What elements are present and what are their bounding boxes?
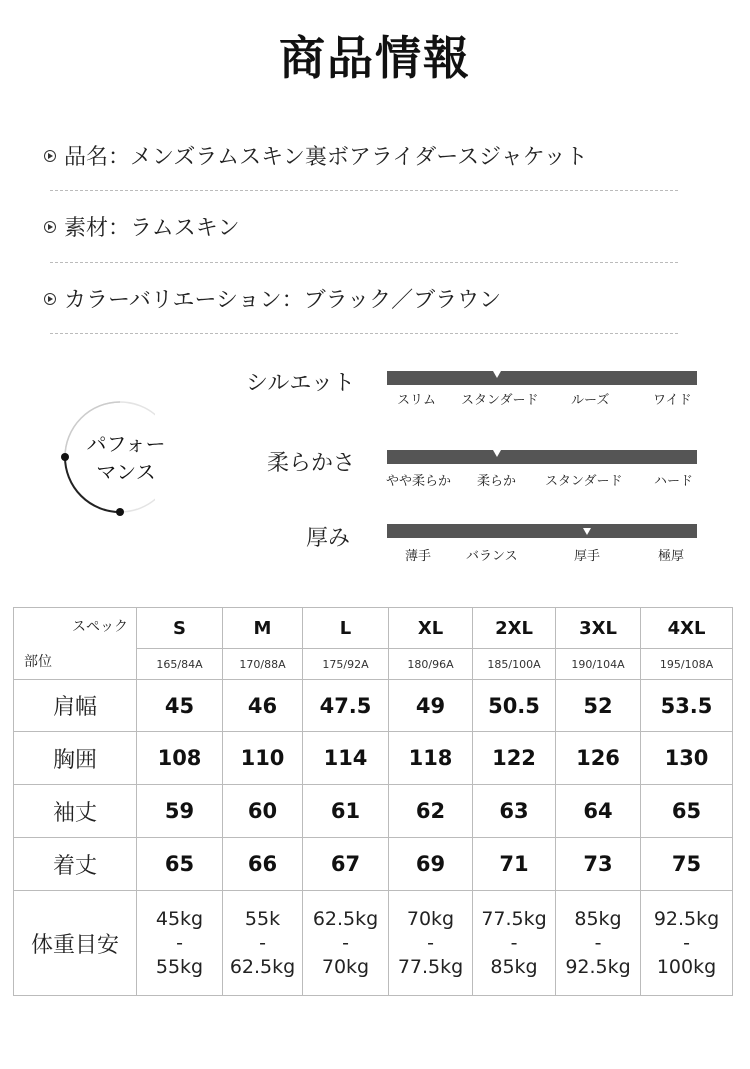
cell-value: 71 bbox=[473, 838, 556, 891]
cell-value: 47.5 bbox=[303, 680, 389, 732]
page-title: 商品情報 bbox=[279, 31, 471, 85]
scale-marker-icon bbox=[493, 450, 501, 457]
info-sep: ： bbox=[108, 216, 131, 241]
size-header: 4XL bbox=[641, 608, 733, 649]
row-label: 体重目安 bbox=[14, 891, 137, 996]
weight-dash: - bbox=[510, 932, 518, 954]
cell-value: 65 bbox=[641, 785, 733, 838]
info-value: ラムスキン bbox=[130, 216, 240, 241]
cell-value: 46 bbox=[223, 680, 303, 732]
cell-value: 63 bbox=[473, 785, 556, 838]
cell-value: 59 bbox=[137, 785, 223, 838]
weight-from: 62.5kg bbox=[312, 908, 379, 930]
cell-value: 75 bbox=[641, 838, 733, 891]
size-header: S bbox=[137, 608, 223, 649]
info-row-product-name bbox=[44, 140, 684, 171]
cell-value: 53.5 bbox=[641, 680, 733, 732]
body-size: 165/84A bbox=[137, 649, 223, 680]
weight-dash: - bbox=[594, 932, 602, 954]
weight-to: 55kg bbox=[155, 956, 204, 978]
body-size: 195/108A bbox=[641, 649, 733, 680]
weight-dash: - bbox=[683, 932, 690, 954]
weight-dash: - bbox=[259, 932, 266, 954]
body-size: 180/96A bbox=[389, 649, 473, 680]
cell-value: 45 bbox=[137, 680, 223, 732]
corner-spec-label: スペック bbox=[72, 619, 128, 635]
scale-name-silhouette: シルエット bbox=[245, 371, 355, 396]
info-value: メンズラムスキン裏ボアライダースジャケット bbox=[130, 145, 588, 170]
scale-tick: 薄手 bbox=[405, 549, 432, 564]
cell-value: 64 bbox=[556, 785, 641, 838]
info-row-material bbox=[44, 211, 684, 242]
weight-cell bbox=[641, 891, 733, 996]
weight-to: 92.5kg bbox=[565, 956, 631, 978]
cell-value: 108 bbox=[137, 732, 223, 785]
cell-value: 110 bbox=[223, 732, 303, 785]
weight-cell bbox=[389, 891, 473, 996]
size-header: M bbox=[223, 608, 303, 649]
size-table bbox=[13, 607, 733, 996]
body-size: 190/104A bbox=[556, 649, 641, 680]
weight-cell bbox=[473, 891, 556, 996]
info-label: 素材 bbox=[64, 216, 109, 241]
scale-tick: 柔らか bbox=[477, 474, 517, 489]
weight-to: 85kg bbox=[490, 956, 538, 978]
play-bullet-icon bbox=[44, 293, 56, 305]
scale-bar-silhouette bbox=[387, 371, 697, 385]
scale-name-softness: 柔らかさ bbox=[266, 451, 355, 476]
cell-value: 122 bbox=[473, 732, 556, 785]
size-header: 3XL bbox=[556, 608, 641, 649]
cell-value: 130 bbox=[641, 732, 733, 785]
row-label: 胸囲 bbox=[14, 732, 137, 785]
corner-part-label: 部位 bbox=[24, 654, 52, 670]
scale-marker-icon bbox=[583, 528, 591, 535]
cell-value: 52 bbox=[556, 680, 641, 732]
cell-value: 49 bbox=[389, 680, 473, 732]
cell-value: 60 bbox=[223, 785, 303, 838]
cell-value: 118 bbox=[389, 732, 473, 785]
row-label: 肩幅 bbox=[14, 680, 137, 732]
cell-value: 126 bbox=[556, 732, 641, 785]
scale-tick: スタンダード bbox=[461, 393, 539, 408]
size-header: L bbox=[303, 608, 389, 649]
scale-tick: ルーズ bbox=[571, 393, 610, 408]
play-bullet-icon bbox=[44, 150, 56, 162]
scale-tick: やや柔らか bbox=[386, 474, 452, 489]
weight-from: 85kg bbox=[574, 908, 622, 930]
cell-value: 73 bbox=[556, 838, 641, 891]
divider bbox=[50, 333, 678, 334]
performance-label-line2: マンス bbox=[96, 460, 156, 484]
scale-tick: ワイド bbox=[653, 393, 692, 408]
body-size: 185/100A bbox=[473, 649, 556, 680]
size-header: XL bbox=[389, 608, 473, 649]
scale-tick: スタンダード bbox=[545, 474, 623, 489]
body-size: 170/88A bbox=[223, 649, 303, 680]
cell-value: 69 bbox=[389, 838, 473, 891]
cell-value: 62 bbox=[389, 785, 473, 838]
cell-value: 67 bbox=[303, 838, 389, 891]
scale-tick: スリム bbox=[397, 393, 437, 408]
scale-tick: バランス bbox=[466, 549, 518, 564]
row-label: 袖丈 bbox=[14, 785, 137, 838]
weight-cell bbox=[137, 891, 223, 996]
weight-dash: - bbox=[427, 932, 434, 954]
body-size: 175/92A bbox=[303, 649, 389, 680]
table-corner-cell bbox=[14, 608, 137, 680]
info-row-color bbox=[44, 283, 684, 314]
info-label: カラーバリエーション bbox=[64, 288, 282, 313]
table-row-length bbox=[14, 838, 733, 891]
divider bbox=[50, 190, 678, 191]
scale-bar-softness bbox=[387, 450, 697, 464]
cell-value: 50.5 bbox=[473, 680, 556, 732]
performance-label-line1: パフォー bbox=[86, 432, 166, 456]
table-row-sleeve bbox=[14, 785, 733, 838]
play-bullet-icon bbox=[44, 221, 56, 233]
cell-value: 66 bbox=[223, 838, 303, 891]
weight-from: 70kg bbox=[406, 908, 455, 930]
scale-tick: 厚手 bbox=[574, 549, 601, 564]
weight-dash: - bbox=[176, 932, 183, 954]
row-label: 着丈 bbox=[14, 838, 137, 891]
weight-to: 77.5kg bbox=[397, 956, 464, 978]
scale-name-thickness: 厚み bbox=[305, 526, 350, 551]
info-label: 品名 bbox=[64, 145, 109, 170]
info-value: ブラック／ブラウン bbox=[303, 288, 502, 313]
weight-from: 77.5kg bbox=[481, 908, 547, 930]
scale-marker-icon bbox=[493, 371, 501, 378]
weight-cell bbox=[303, 891, 389, 996]
weight-to: 70kg bbox=[321, 956, 370, 978]
table-row-shoulder bbox=[14, 680, 733, 732]
weight-from: 45kg bbox=[155, 908, 204, 930]
scale-tick: 極厚 bbox=[658, 549, 685, 564]
size-header: 2XL bbox=[473, 608, 556, 649]
cell-value: 65 bbox=[137, 838, 223, 891]
weight-from: 55k bbox=[244, 908, 281, 930]
table-row-chest bbox=[14, 732, 733, 785]
weight-from: 92.5kg bbox=[653, 908, 720, 930]
cell-value: 61 bbox=[303, 785, 389, 838]
cell-value: 114 bbox=[303, 732, 389, 785]
weight-cell bbox=[223, 891, 303, 996]
weight-cell bbox=[556, 891, 641, 996]
table-row-weight bbox=[14, 891, 733, 996]
scale-bar-thickness bbox=[387, 524, 697, 538]
weight-to: 62.5kg bbox=[229, 956, 296, 978]
divider bbox=[50, 262, 678, 263]
info-sep: ： bbox=[281, 288, 304, 313]
performance-label bbox=[66, 430, 186, 486]
info-sep: ： bbox=[108, 145, 131, 170]
weight-dash: - bbox=[342, 932, 349, 954]
scale-tick: ハード bbox=[654, 474, 694, 489]
weight-to: 100kg bbox=[656, 956, 717, 978]
